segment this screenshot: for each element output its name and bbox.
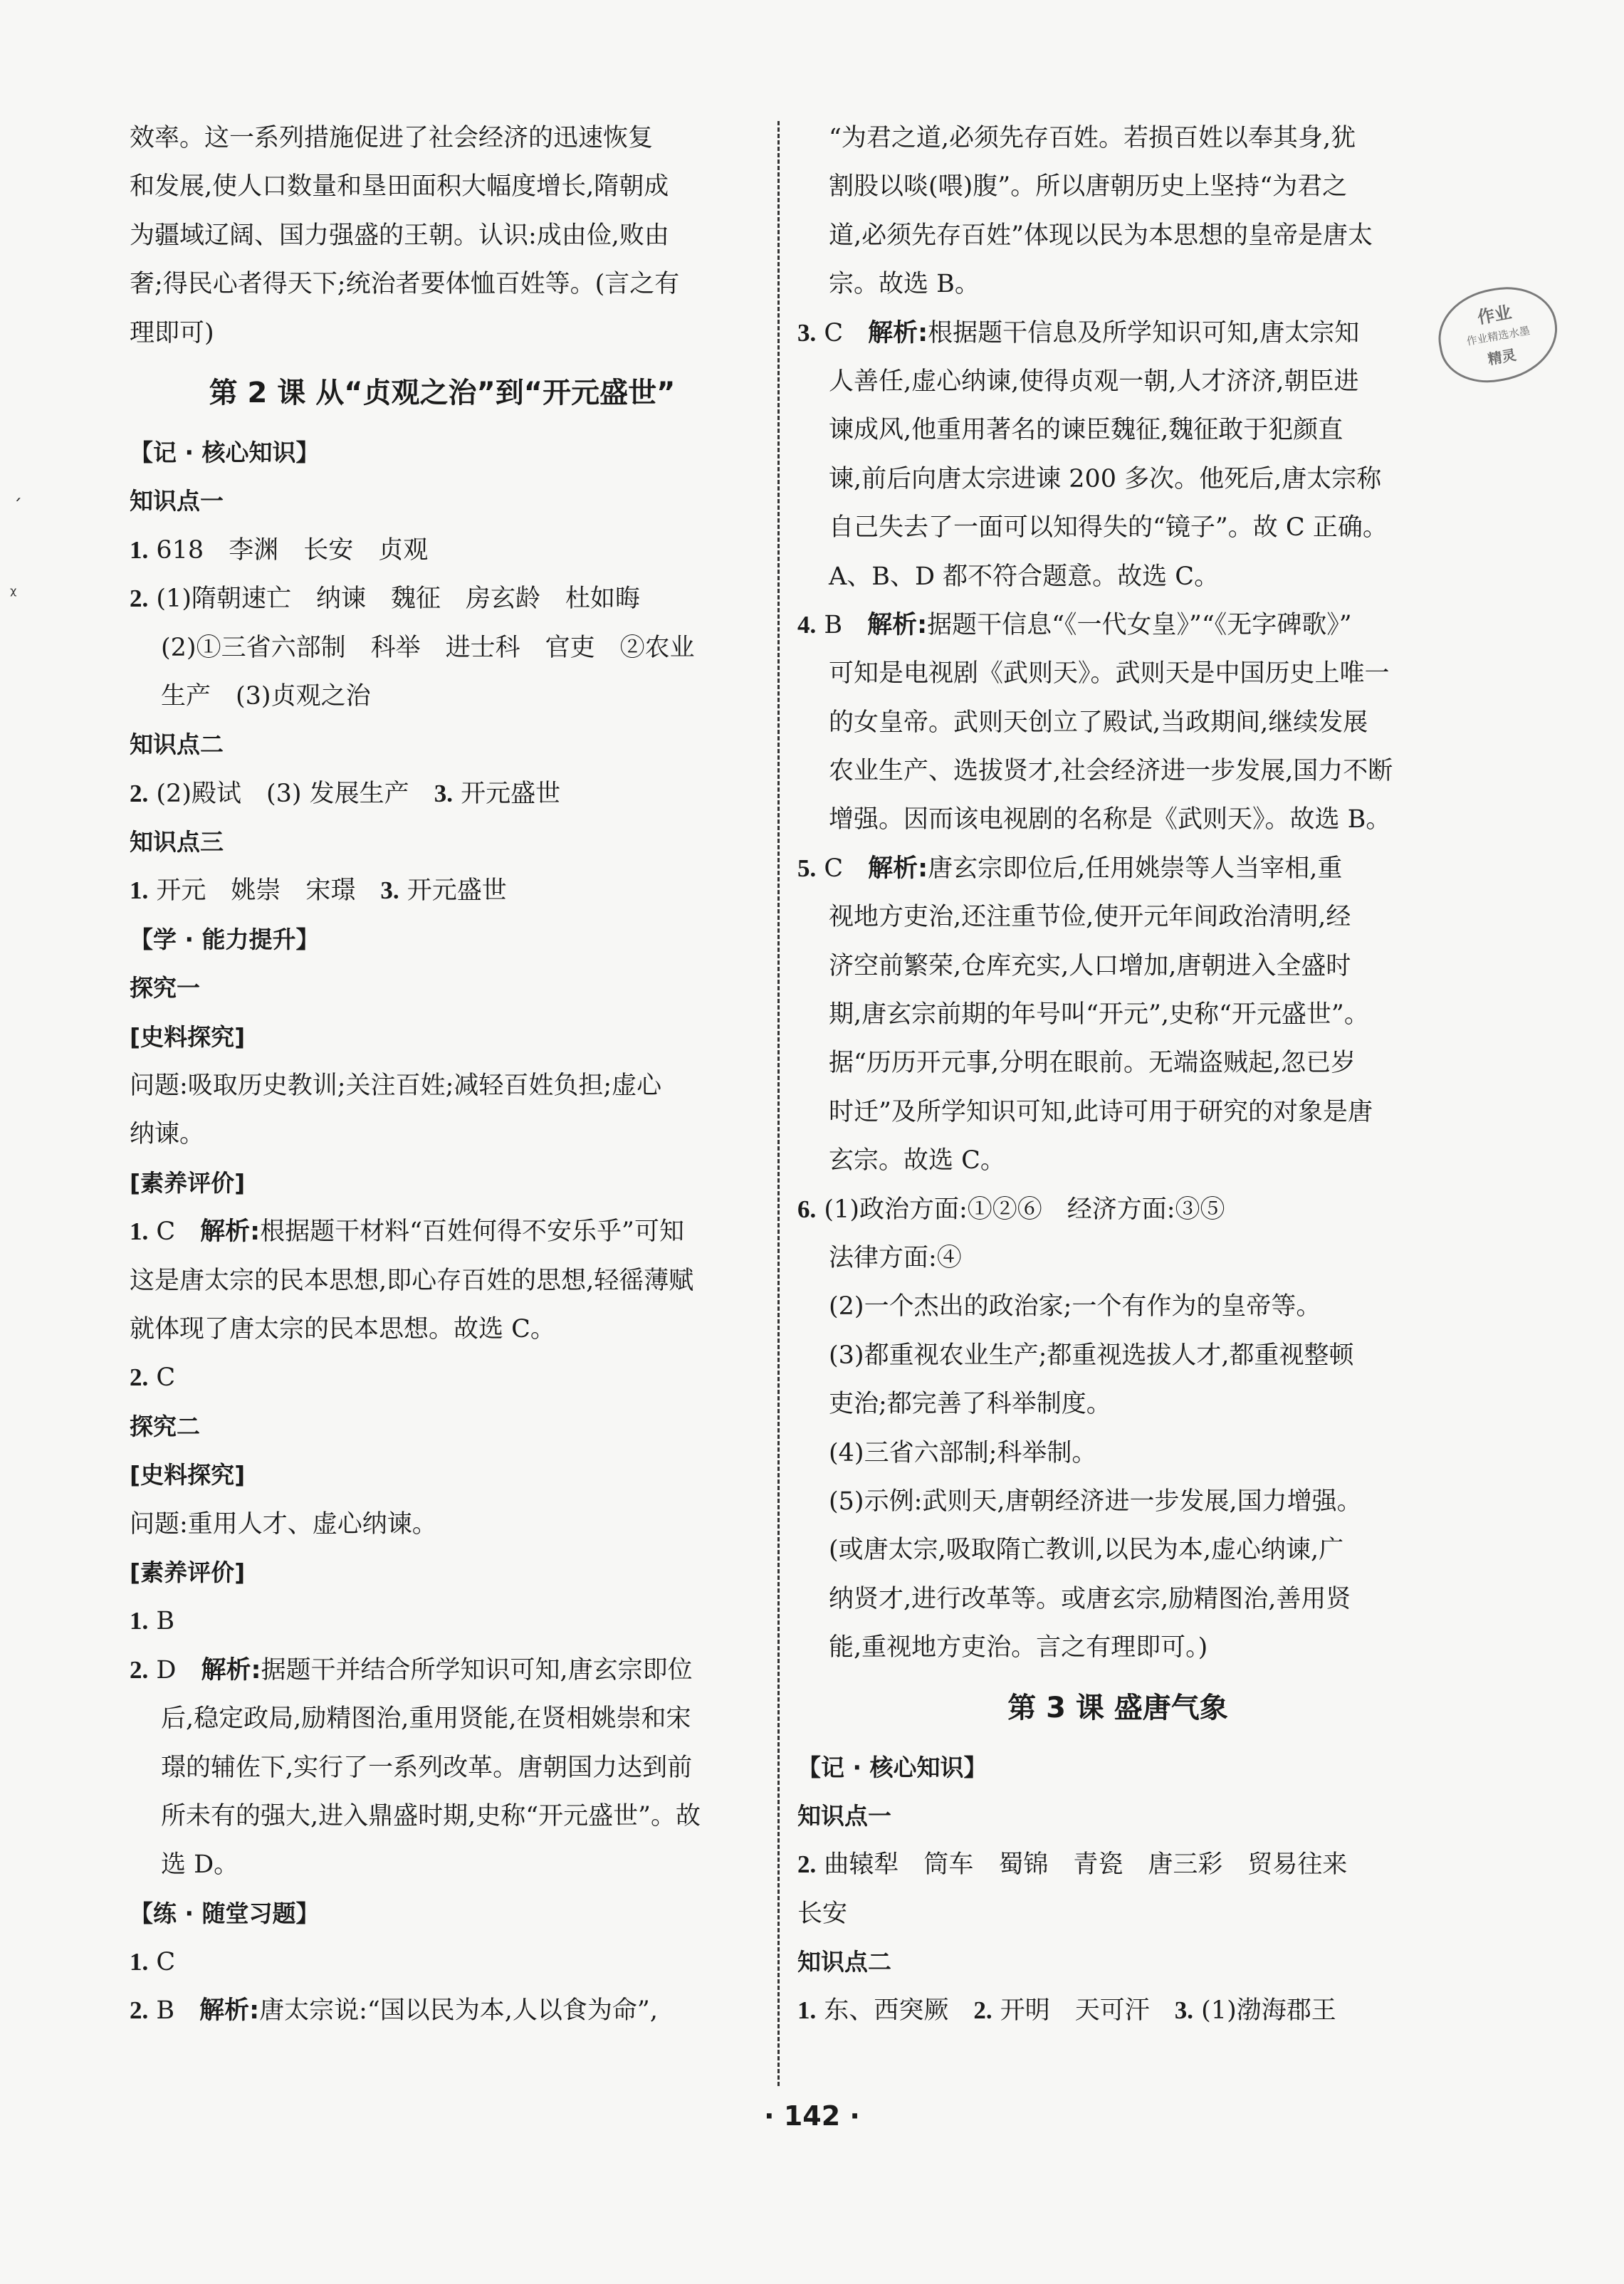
answer-line: 期,唐玄宗前期的年号叫“开元”,史称“开元盛世”。: [829, 1000, 1369, 1030]
knowledge-point-3: 知识点三: [130, 828, 224, 856]
lesson-3-title: 第 3 课 盛唐气象: [1007, 1691, 1228, 1724]
suyang-heading: [素养评价]: [130, 1558, 246, 1586]
answer-line: 5. C 解析:唐玄宗即位后,任用姚崇等人当宰相,重: [797, 854, 1343, 883]
intro-line: 理即可): [130, 318, 214, 347]
answer-line: 农业生产、选拔贤才,社会经济进一步发展,国力不断: [829, 757, 1393, 786]
answer-line: 纳谏。: [130, 1120, 205, 1149]
answer-line: 2. (1)隋朝速亡 纳谏 魏征 房玄龄 杜如晦: [130, 585, 640, 614]
knowledge-point-2: 知识点二: [130, 730, 224, 759]
answer-line: 璟的辅佐下,实行了一系列改革。唐朝国力达到前: [161, 1753, 693, 1782]
answer-line: 2. C: [130, 1363, 176, 1393]
answer-line: 2. 曲辕犁 筒车 蜀锦 青瓷 唐三彩 贸易往来: [797, 1850, 1348, 1880]
section-practice: 【练 · 随堂习题】: [130, 1899, 320, 1927]
answer-line: 增强。因而该电视剧的名称是《武则天》。故选 B。: [829, 805, 1391, 834]
column-divider: [777, 121, 780, 2086]
suyang-heading: [素养评价]: [130, 1168, 246, 1197]
answer-line: 可知是电视剧《武则天》。武则天是中国历史上唯一: [829, 659, 1390, 688]
intro-line: 和发展,使人口数量和垦田面积大幅度增长,隋朝成: [130, 172, 669, 201]
right-column: [797, 114, 1438, 2036]
answer-line: 谏,前后向唐太宗进谏 200 多次。他死后,唐太宗称: [829, 464, 1382, 493]
answer-line: (或唐太宗,吸取隋亡教训,以民为本,虚心纳谏,广: [829, 1536, 1344, 1565]
answer-line: (3)都重视农业生产;都重视选拔人才,都重视整顿: [829, 1341, 1354, 1370]
answer-line: A、B、D 都不符合题意。故选 C。: [829, 562, 1220, 591]
answer-line: (5)示例:武则天,唐朝经济进一步发展,国力增强。: [829, 1487, 1362, 1516]
answer-line: 问题:吸取历史教训;关注百姓;减轻百姓负担;虚心: [130, 1072, 662, 1101]
answer-line: 6. (1)政治方面:①②⑥ 经济方面:③⑤: [797, 1195, 1225, 1224]
knowledge-point-1: 知识点一: [797, 1801, 891, 1830]
answer-line: 所未有的强大,进入鼎盛时期,史称“开元盛世”。故: [161, 1801, 701, 1830]
answer-line: 吏治;都完善了科举制度。: [829, 1390, 1111, 1419]
knowledge-point-2: 知识点二: [797, 1948, 891, 1976]
answer-line: 纳贤才,进行改革等。或唐玄宗,励精图治,善用贤: [829, 1584, 1351, 1613]
answer-line: 1. 东、西突厥 2. 开明 天可汗 3. (1)渤海郡王: [797, 1996, 1336, 2026]
section-ability: 【学 · 能力提升】: [130, 925, 320, 953]
stamp-text: 作业精选水墨: [1465, 324, 1531, 348]
answer-line: 道,必须先存百姓”体现以民为本思想的皇帝是唐太: [829, 221, 1373, 250]
answer-line: 就体现了唐太宗的民本思想。故选 C。: [130, 1314, 555, 1343]
answer-line: 济空前繁荣,仓库充实,人口增加,唐朝进入全盛时: [829, 951, 1351, 980]
answer-line: 人善任,虚心纳谏,使得贞观一朝,人才济济,朝臣进: [829, 367, 1359, 396]
answer-line: 谏成风,他重用著名的谏臣魏征,魏征敢于犯颜直: [829, 416, 1343, 445]
answer-line: 长安: [797, 1899, 848, 1928]
answer-line: 4. B 解析:据题干信息“《一代女皇》”“《无字碑歌》”: [797, 610, 1352, 639]
answer-line: “为君之道,必须先存百姓。若损百姓以奉其身,犹: [829, 124, 1356, 152]
intro-line: 效率。这一系列措施促进了社会经济的迅速恢复: [130, 124, 654, 152]
answer-line: (2)①三省六部制 科举 进士科 官吏 ②农业: [161, 633, 695, 662]
answer-line: 1. 618 李渊 长安 贞观: [130, 535, 429, 565]
homework-stamp: [1431, 278, 1565, 390]
answer-line: 1. 开元 姚崇 宋璟 3. 开元盛世: [130, 876, 507, 906]
stamp-text: 作业: [1476, 302, 1514, 328]
explore-2: 探究二: [130, 1412, 200, 1440]
answer-line: (4)三省六部制;科举制。: [829, 1438, 1097, 1467]
answer-line: 2. (2)殿试 (3) 发展生产 3. 开元盛世: [130, 779, 561, 808]
answer-line: 3. C 解析:根据题干信息及所学知识可知,唐太宗知: [797, 318, 1360, 347]
answer-line: 生产 (3)贞观之治: [161, 681, 371, 711]
answer-line: 能,重视地方吏治。言之有理即可。): [829, 1633, 1208, 1662]
shiliao-heading: [史料探究]: [130, 1461, 246, 1489]
lesson-2-title: 第 2 课 从“贞观之治”到“开元盛世”: [209, 376, 676, 409]
answer-line: 后,稳定政局,励精图治,重用贤能,在贤相姚崇和宋: [161, 1704, 691, 1734]
answer-line: 这是唐太宗的民本思想,即心存百姓的思想,轻徭薄赋: [130, 1266, 694, 1295]
answer-line: 玄宗。故选 C。: [829, 1146, 1005, 1175]
answer-line: 据“历历开元事,分明在眼前。无端盗贼起,忽已岁: [829, 1049, 1356, 1078]
answer-line: 2. D 解析:据题干并结合所学知识可知,唐玄宗即位: [130, 1655, 693, 1685]
answer-line: 1. C 解析:根据题干材料“百姓何得不安乐乎”可知: [130, 1217, 684, 1247]
answer-line: 选 D。: [161, 1850, 239, 1880]
answer-line: 1. C: [130, 1948, 176, 1977]
answer-line: 割股以啖(喂)腹”。所以唐朝历史上坚持“为君之: [829, 172, 1348, 201]
answer-line: 2. B 解析:唐太宗说:“国以民为本,人以食为命”,: [130, 1996, 658, 2026]
knowledge-point-1: 知识点一: [130, 487, 224, 515]
explore-1: 探究一: [130, 974, 200, 1002]
answer-line: 时迁”及所学知识可知,此诗可用于研究的对象是唐: [829, 1097, 1373, 1126]
answer-line: 视地方吏治,还注重节俭,使开元年间政治清明,经: [829, 903, 1351, 932]
answer-line: 自己失去了一面可以知得失的“镜子”。故 C 正确。: [829, 513, 1388, 543]
answer-line: 宗。故选 B。: [829, 270, 980, 299]
section-core-knowledge: 【记 · 核心知识】: [797, 1753, 988, 1781]
answer-line: 的女皇帝。武则天创立了殿试,当政期间,继续发展: [829, 708, 1368, 737]
answer-line: (2)一个杰出的政治家;一个有作为的皇帝等。: [829, 1292, 1321, 1321]
shiliao-heading: [史料探究]: [130, 1022, 246, 1051]
margin-mark-icon: ᵡ: [10, 584, 17, 605]
intro-line: 为疆域辽阔、国力强盛的王朝。认识:成由俭,败由: [130, 221, 669, 250]
margin-mark-icon: ˏ: [13, 481, 22, 502]
left-column: [130, 114, 755, 2036]
page-number: · 142 ·: [764, 2100, 860, 2132]
section-core-knowledge: 【记 · 核心知识】: [130, 438, 320, 466]
answer-line: 法律方面:④: [829, 1243, 962, 1272]
stamp-text: 精灵: [1486, 346, 1518, 368]
answer-line: 问题:重用人才、虚心纳谏。: [130, 1509, 437, 1539]
answer-line: 1. B: [130, 1607, 175, 1636]
intro-line: 奢;得民心者得天下;统治者要体恤百姓等。(言之有: [130, 270, 680, 299]
